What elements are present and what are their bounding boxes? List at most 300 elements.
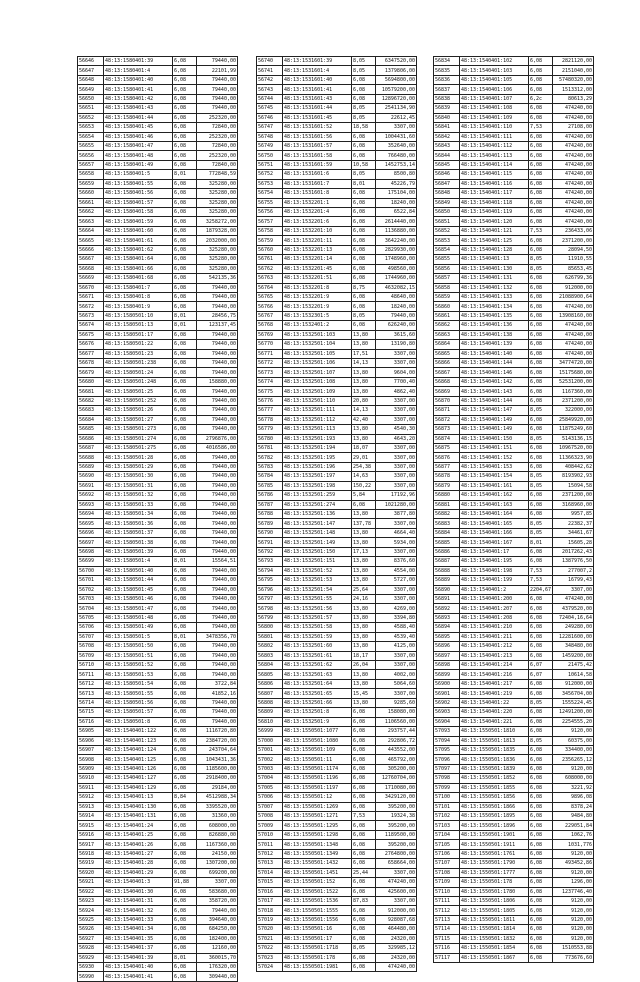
cadastral-number-cell: 48:13:1580501:22 <box>104 340 173 349</box>
cadastral-number-cell: 48:13:1580401:55 <box>104 179 173 188</box>
table-row <box>434 812 594 821</box>
value-cell: 1387976,50 <box>553 557 594 566</box>
value-cell: 474240,00 <box>553 217 594 226</box>
row-number-cell: 56776 <box>257 396 283 405</box>
table-row <box>78 670 238 679</box>
cadastral-number-cell: 48:13:1580501:28 <box>104 453 173 462</box>
value-cell: 79440,00 <box>197 500 238 509</box>
cadastral-number-cell: 48:13:1540401:142 <box>460 377 529 386</box>
value-cell: 4002,00 <box>376 670 417 679</box>
value-cell: 22612,45 <box>376 113 417 122</box>
value-cell: 3877,80 <box>376 510 417 519</box>
rate-cell: 6,08 <box>173 302 197 311</box>
cadastral-number-cell: 48:13:1540401:34 <box>104 925 173 934</box>
table-row <box>257 944 417 953</box>
rate-cell: 6,08 <box>352 292 376 301</box>
row-number-cell: 57024 <box>257 963 283 972</box>
row-number-cell: 56716 <box>78 717 104 726</box>
table-row <box>78 859 238 868</box>
table-row <box>434 557 594 566</box>
value-cell: 322000,00 <box>553 406 594 415</box>
rate-cell: 6,08 <box>173 387 197 396</box>
row-number-cell: 57100 <box>434 793 460 802</box>
cadastral-number-cell: 48:13:1540401:123 <box>104 736 173 745</box>
rate-cell: 6,08 <box>529 934 553 943</box>
row-number-cell: 56682 <box>78 396 104 405</box>
rate-cell: 6,08 <box>529 840 553 849</box>
value-cell: 474240,00 <box>553 179 594 188</box>
cadastral-number-cell: 48:13:1580501:37 <box>104 528 173 537</box>
value-cell: 24320,00 <box>376 934 417 943</box>
row-number-cell: 56898 <box>434 661 460 670</box>
rate-cell: 6,08 <box>352 85 376 94</box>
rate-cell: 13,80 <box>352 698 376 707</box>
row-number-cell: 56747 <box>257 123 283 132</box>
row-number-cell: 56711 <box>78 670 104 679</box>
cadastral-number-cell: 48:13:1580401:46 <box>104 132 173 141</box>
value-cell: 24320,00 <box>376 953 417 962</box>
table-row <box>257 793 417 802</box>
rate-cell: 6,08 <box>173 755 197 764</box>
value-cell: 11366323,90 <box>553 453 594 462</box>
row-number-cell: 56924 <box>78 906 104 915</box>
table-row <box>257 94 417 103</box>
table-row <box>257 547 417 556</box>
value-cell: 395200,00 <box>376 821 417 830</box>
value-cell: 25849920,00 <box>553 415 594 424</box>
cadastral-number-cell: 48:13:1540401:125 <box>460 236 529 245</box>
table-row <box>257 292 417 301</box>
rate-cell: 6,08 <box>173 670 197 679</box>
rate-cell: 6,08 <box>529 330 553 339</box>
row-number-cell: 56806 <box>257 679 283 688</box>
cadastral-number-cell: 48:13:1540401:208 <box>460 613 529 622</box>
cadastral-number-cell: 48:13:1550501:1718 <box>283 944 352 953</box>
value-cell: 7700,40 <box>376 377 417 386</box>
table-row <box>78 179 238 188</box>
row-number-cell: 56778 <box>257 415 283 424</box>
row-number-cell: 56917 <box>78 840 104 849</box>
value-cell: 395200,00 <box>376 802 417 811</box>
table-row <box>78 953 238 962</box>
rate-cell: 6,08 <box>173 349 197 358</box>
table-row <box>257 170 417 179</box>
value-cell: 182400,00 <box>197 934 238 943</box>
table-row <box>257 368 417 377</box>
row-number-cell: 56697 <box>78 538 104 547</box>
table-row <box>78 594 238 603</box>
table-row <box>257 887 417 896</box>
table-row <box>78 708 238 717</box>
rate-cell: 6,08 <box>173 830 197 839</box>
cadastral-number-cell: 48:13:1540401:213 <box>460 651 529 660</box>
rate-cell: 6,08 <box>352 906 376 915</box>
row-number-cell: 56883 <box>434 519 460 528</box>
row-number-cell: 57096 <box>434 755 460 764</box>
table-row <box>257 472 417 481</box>
cadastral-number-cell: 48:13:1540401:119 <box>460 208 529 217</box>
rate-cell: 6,08 <box>352 302 376 311</box>
cadastral-number-cell: 48:13:1540401:24 <box>104 821 173 830</box>
value-cell: 11910,55 <box>553 255 594 264</box>
rate-cell: 8,05 <box>529 528 553 537</box>
value-cell: 31360,00 <box>197 812 238 821</box>
value-cell: 79440,00 <box>197 528 238 537</box>
rate-cell: 87,83 <box>352 896 376 905</box>
table-row <box>434 113 594 122</box>
cadastral-number-cell: 48:13:1532501:8 <box>283 708 352 717</box>
cadastral-number-cell: 48:13:1580501:238 <box>104 359 173 368</box>
table-row <box>434 283 594 292</box>
table-row <box>257 859 417 868</box>
value-cell: 9484,80 <box>553 812 594 821</box>
cadastral-number-cell: 48:13:1532501:110 <box>283 396 352 405</box>
value-cell: 79440,00 <box>197 330 238 339</box>
rate-cell: 6,08 <box>529 302 553 311</box>
table-row <box>78 896 238 905</box>
table-row <box>78 689 238 698</box>
table-row <box>434 377 594 386</box>
value-cell: 542135,36 <box>197 274 238 283</box>
row-number-cell: 56769 <box>257 330 283 339</box>
cadastral-number-cell: 48:13:1540401:29 <box>104 868 173 877</box>
value-cell: 15094,58 <box>553 481 594 490</box>
cadastral-number-cell: 48:13:1532501:274 <box>283 500 352 509</box>
row-number-cell: 56699 <box>78 557 104 566</box>
row-number-cell: 57114 <box>434 925 460 934</box>
cadastral-number-cell: 48:13:1540401:207 <box>460 604 529 613</box>
cadastral-number-cell: 48:13:1532501:63 <box>283 670 352 679</box>
table-row <box>257 377 417 386</box>
rate-cell: 6,08 <box>173 906 197 915</box>
cadastral-number-cell: 48:13:1540401:143 <box>460 387 529 396</box>
table-row <box>257 868 417 877</box>
table-row <box>434 528 594 537</box>
value-cell: 22382,37 <box>553 519 594 528</box>
rate-cell: 13,80 <box>352 623 376 632</box>
cadastral-number-cell: 48:13:1532501:136 <box>283 510 352 519</box>
table-row <box>78 887 238 896</box>
table-row <box>78 57 238 66</box>
table-row <box>257 217 417 226</box>
rate-cell: 6,08 <box>173 585 197 594</box>
value-cell: 1379806,00 <box>376 66 417 75</box>
value-cell: 395200,00 <box>376 840 417 849</box>
value-cell: 3307,00 <box>376 689 417 698</box>
value-cell: 9896,08 <box>553 793 594 802</box>
value-cell: 10967520,00 <box>553 443 594 452</box>
cadastral-number-cell: 48:13:1550501:1174 <box>283 764 352 773</box>
cadastral-number-cell: 48:13:1540401:153 <box>460 462 529 471</box>
rate-cell: 6,08 <box>529 377 553 386</box>
value-cell: 13190,80 <box>376 340 417 349</box>
table-row <box>257 453 417 462</box>
rate-cell: 6,08 <box>529 547 553 556</box>
value-cell: 474240,00 <box>553 132 594 141</box>
value-cell: 52531200,00 <box>553 377 594 386</box>
rate-cell: 7,53 <box>529 226 553 235</box>
row-number-cell: 56856 <box>434 264 460 273</box>
rate-cell: 6,08 <box>352 963 376 972</box>
cadastral-number-cell: 48:13:1540401:138 <box>460 330 529 339</box>
row-number-cell: 56650 <box>78 94 104 103</box>
value-cell: 465792,00 <box>376 755 417 764</box>
cadastral-number-cell: 48:13:1540401:118 <box>460 198 529 207</box>
row-number-cell: 57018 <box>257 906 283 915</box>
cadastral-number-cell: 48:13:1540401:136 <box>460 321 529 330</box>
row-number-cell: 56676 <box>78 340 104 349</box>
table-row <box>257 566 417 575</box>
cadastral-number-cell: 48:13:1580501:47 <box>104 604 173 613</box>
rate-cell: 6,08 <box>529 745 553 754</box>
rate-cell: 6,08 <box>352 830 376 839</box>
rate-cell: 6,08 <box>352 821 376 830</box>
rate-cell: 6,08 <box>173 698 197 707</box>
table-row <box>78 311 238 320</box>
table-row <box>434 226 594 235</box>
cadastral-number-cell: 48:13:1580401:68 <box>104 274 173 283</box>
table-row <box>78 132 238 141</box>
rate-cell: 18,07 <box>352 443 376 452</box>
row-number-cell: 56758 <box>257 226 283 235</box>
value-cell: 5694800,00 <box>376 75 417 84</box>
rate-cell: 6,08 <box>173 840 197 849</box>
row-number-cell: 57098 <box>434 774 460 783</box>
table-row <box>434 396 594 405</box>
rate-cell: 6,08 <box>173 94 197 103</box>
rate-cell: 6,08 <box>173 547 197 556</box>
row-number-cell: 56742 <box>257 75 283 84</box>
cadastral-number-cell: 48:13:1540401:211 <box>460 632 529 641</box>
cadastral-number-cell: 48:13:1540401:152 <box>460 453 529 462</box>
cadastral-number-cell: 48:13:1540401:39 <box>104 953 173 962</box>
rate-cell: 6,08 <box>529 189 553 198</box>
table-row <box>257 189 417 198</box>
table-row <box>257 802 417 811</box>
cadastral-number-cell: 48:13:1540401:149 <box>460 425 529 434</box>
cadastral-number-cell: 48:13:1550501:1813 <box>460 736 529 745</box>
row-number-cell: 56792 <box>257 547 283 556</box>
table-row <box>434 623 594 632</box>
value-cell: 1106560,00 <box>376 717 417 726</box>
value-cell: 474240,00 <box>553 340 594 349</box>
value-cell: 12896720,00 <box>376 94 417 103</box>
table-row <box>434 585 594 594</box>
table-row <box>257 689 417 698</box>
rate-cell: 13,80 <box>352 377 376 386</box>
table-row <box>434 85 594 94</box>
rate-cell: 8,05 <box>529 736 553 745</box>
rate-cell: 6,08 <box>529 104 553 113</box>
table-row <box>78 198 238 207</box>
row-number-cell: 56768 <box>257 321 283 330</box>
rate-cell: 6,08 <box>173 132 197 141</box>
cadastral-number-cell: 48:13:1540401:135 <box>460 311 529 320</box>
rate-cell: 14,63 <box>352 472 376 481</box>
row-number-cell: 57022 <box>257 944 283 953</box>
value-cell: 1452753,14 <box>376 160 417 169</box>
rate-cell: 6,08 <box>173 613 197 622</box>
cadastral-number-cell: 48:13:1540401:111 <box>460 132 529 141</box>
row-number-cell: 56670 <box>78 283 104 292</box>
value-cell: 79440,00 <box>197 283 238 292</box>
row-number-cell: 56654 <box>78 132 104 141</box>
cadastral-number-cell: 48:13:1580501:44 <box>104 576 173 585</box>
row-number-cell: 56851 <box>434 217 460 226</box>
table-row <box>257 481 417 490</box>
cadastral-number-cell: 48:13:1550501:1295 <box>283 821 352 830</box>
row-number-cell: 56870 <box>434 396 460 405</box>
table-row <box>434 462 594 471</box>
rate-cell: 6,08 <box>173 500 197 509</box>
table-row <box>257 849 417 858</box>
cadastral-number-cell: 48:13:1540401:32 <box>104 906 173 915</box>
table-row <box>257 510 417 519</box>
rate-cell: 7,53 <box>529 576 553 585</box>
row-number-cell: 56846 <box>434 170 460 179</box>
row-number-cell: 56671 <box>78 292 104 301</box>
row-number-cell: 56702 <box>78 585 104 594</box>
rate-cell: 26,04 <box>352 661 376 670</box>
rate-cell: 6,08 <box>173 887 197 896</box>
row-number-cell: 56760 <box>257 245 283 254</box>
value-cell: 79440,00 <box>197 906 238 915</box>
table-row <box>434 745 594 754</box>
table-row <box>257 896 417 905</box>
value-cell: 1555224,45 <box>553 698 594 707</box>
value-cell: 394640,00 <box>197 915 238 924</box>
table-row <box>257 755 417 764</box>
table-row <box>78 661 238 670</box>
table-row <box>434 170 594 179</box>
rate-cell: 8,05 <box>352 944 376 953</box>
value-cell: 79440,00 <box>197 462 238 471</box>
table-row <box>257 519 417 528</box>
rate-cell: 6,08 <box>173 849 197 858</box>
row-number-cell: 56908 <box>78 755 104 764</box>
value-cell: 4862,40 <box>376 387 417 396</box>
table-row <box>434 727 594 736</box>
table-row <box>434 387 594 396</box>
value-cell: 474240,00 <box>553 208 594 217</box>
rate-cell: 6,08 <box>529 896 553 905</box>
rate-cell: 6,08 <box>352 245 376 254</box>
rate-cell: 13,80 <box>352 510 376 519</box>
value-cell: 474240,00 <box>553 330 594 339</box>
cadastral-number-cell: 48:13:1540401:144 <box>460 359 529 368</box>
cadastral-number-cell: 48:13:1580401:64 <box>104 255 173 264</box>
row-number-cell: 56894 <box>434 623 460 632</box>
table-row <box>257 557 417 566</box>
value-cell: 79440,00 <box>197 75 238 84</box>
row-number-cell: 56886 <box>434 547 460 556</box>
cadastral-number-cell: 48:13:1540401:108 <box>460 104 529 113</box>
cadastral-number-cell: 48:13:1550501:1269 <box>283 802 352 811</box>
rate-cell: 13,80 <box>352 368 376 377</box>
value-cell: 305200,00 <box>376 764 417 773</box>
table-row <box>434 236 594 245</box>
rate-cell: 254,38 <box>352 462 376 471</box>
cadastral-number-cell: 48:13:1580501:29 <box>104 462 173 471</box>
table-row <box>78 481 238 490</box>
rate-cell: 6,08 <box>173 66 197 75</box>
cadastral-number-cell: 48:13:1550501:1556 <box>283 915 352 924</box>
rate-cell: 13,80 <box>352 613 376 622</box>
cadastral-number-cell: 48:13:1540401:25 <box>104 830 173 839</box>
rate-cell: 6,08 <box>173 651 197 660</box>
table-row <box>78 359 238 368</box>
value-cell: 15605,28 <box>553 538 594 547</box>
table-row <box>78 236 238 245</box>
table-row <box>78 878 238 887</box>
cadastral-number-cell: 48:13:1532201:14 <box>283 255 352 264</box>
rate-cell: 6,07 <box>529 670 553 679</box>
value-cell: 79440,00 <box>197 368 238 377</box>
table-row <box>434 651 594 660</box>
value-cell: 2356265,12 <box>553 755 594 764</box>
value-cell: 1748960,00 <box>376 255 417 264</box>
row-number-cell: 56743 <box>257 85 283 94</box>
cadastral-number-cell: 48:13:1550501:1855 <box>460 783 529 792</box>
value-cell: 72404,16,64 <box>553 613 594 622</box>
value-cell: 325280,00 <box>197 198 238 207</box>
rate-cell: 6,08 <box>529 764 553 773</box>
rate-cell: 14,13 <box>352 359 376 368</box>
table-row <box>257 717 417 726</box>
table-row <box>78 472 238 481</box>
table-row <box>257 406 417 415</box>
rate-cell: 8,05 <box>529 472 553 481</box>
value-cell: 79440,00 <box>197 472 238 481</box>
cadastral-number-cell: 48:13:1580501:54 <box>104 679 173 688</box>
row-number-cell: 56857 <box>434 274 460 283</box>
cadastral-number-cell: 48:13:1580501:4 <box>104 557 173 566</box>
rate-cell: 6,08 <box>352 264 376 273</box>
row-number-cell: 56690 <box>78 472 104 481</box>
row-number-cell: 56664 <box>78 226 104 235</box>
value-cell: 79440,00 <box>197 340 238 349</box>
table-row <box>434 179 594 188</box>
row-number-cell: 56800 <box>257 623 283 632</box>
value-cell: 4540,30 <box>376 425 417 434</box>
rate-cell: 6,08 <box>529 132 553 141</box>
cadastral-number-cell: 48:13:1550501:1911 <box>460 840 529 849</box>
cadastral-number-cell: 48:13:1540401:126 <box>104 764 173 773</box>
cadastral-number-cell: 48:13:1550501:1852 <box>460 774 529 783</box>
rate-cell: 6,08 <box>529 953 553 962</box>
value-cell: 498560,00 <box>376 264 417 273</box>
table-row <box>78 113 238 122</box>
table-row <box>434 292 594 301</box>
table-row <box>78 462 238 471</box>
value-cell: 1459200,00 <box>553 651 594 660</box>
table-row <box>434 670 594 679</box>
table-row <box>78 519 238 528</box>
rate-cell: 6,08 <box>352 953 376 962</box>
table-row <box>257 491 417 500</box>
table-row <box>434 887 594 896</box>
value-cell: 3307,00 <box>376 359 417 368</box>
cadastral-number-cell: 48:13:1550501:178 <box>283 953 352 962</box>
rate-cell: 8,05 <box>352 311 376 320</box>
cadastral-number-cell: 48:13:1580401:49 <box>104 160 173 169</box>
row-number-cell: 56853 <box>434 236 460 245</box>
row-number-cell: 56888 <box>434 566 460 575</box>
row-number-cell: 56694 <box>78 510 104 519</box>
value-cell: 10614,58 <box>553 670 594 679</box>
table-row <box>434 830 594 839</box>
rate-cell: 6,08 <box>529 75 553 84</box>
